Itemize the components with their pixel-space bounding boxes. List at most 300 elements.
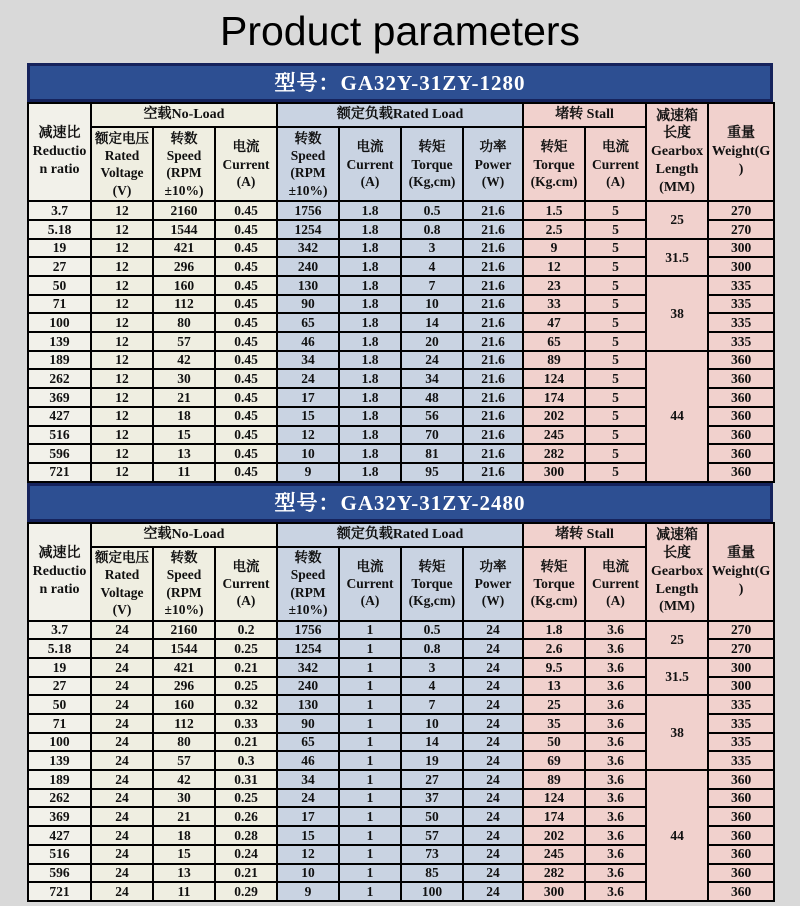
stall-torque-cell: 47: [523, 313, 585, 332]
stall-current-cell: 3.6: [585, 695, 646, 714]
noload-current-cell: 0.2: [215, 621, 277, 640]
rated-torque-cell: 95: [401, 463, 463, 482]
model-header-1280: 型号：GA32Y-31ZY-1280: [27, 63, 773, 102]
col-header-weight: 重量 Weight(G): [708, 103, 774, 201]
rated-current-cell: 1.8: [339, 332, 401, 351]
power-cell: 24: [463, 714, 523, 733]
rated-voltage-cell: 24: [91, 677, 153, 696]
table-row: [28, 351, 774, 370]
rated-torque-cell: 14: [401, 733, 463, 752]
stall-current-cell: 5: [585, 463, 646, 482]
gearbox-length-cell: 44: [646, 351, 708, 482]
table-row: [28, 276, 774, 295]
noload-current-cell: 0.45: [215, 407, 277, 426]
reduction-ratio-cell: 427: [28, 407, 91, 426]
gearbox-length-cell: 38: [646, 695, 708, 770]
stall-current-cell: 5: [585, 426, 646, 445]
rated-speed-cell: 17: [277, 807, 339, 826]
rated-torque-cell: 0.8: [401, 639, 463, 658]
rated-speed-cell: 34: [277, 351, 339, 370]
weight-cell: 335: [708, 295, 774, 314]
stall-current-cell: 3.6: [585, 807, 646, 826]
rated-speed-cell: 1756: [277, 621, 339, 640]
stall-current-cell: 5: [585, 369, 646, 388]
stall-torque-cell: 300: [523, 882, 585, 901]
power-cell: 24: [463, 770, 523, 789]
rated-torque-cell: 3: [401, 239, 463, 258]
rated-speed-cell: 24: [277, 789, 339, 808]
reduction-ratio-cell: 19: [28, 239, 91, 258]
power-cell: 21.6: [463, 351, 523, 370]
rated-voltage-cell: 24: [91, 770, 153, 789]
noload-speed-cell: 15: [153, 845, 215, 864]
rated-current-cell: 1: [339, 639, 401, 658]
rated-voltage-cell: 24: [91, 695, 153, 714]
weight-cell: 360: [708, 351, 774, 370]
reduction-ratio-cell: 721: [28, 463, 91, 482]
reduction-ratio-cell: 27: [28, 257, 91, 276]
rated-speed-cell: 15: [277, 826, 339, 845]
rated-voltage-cell: 12: [91, 295, 153, 314]
noload-current-cell: 0.45: [215, 351, 277, 370]
rated-voltage-cell: 24: [91, 658, 153, 677]
rated-speed-cell: 240: [277, 257, 339, 276]
noload-speed-cell: 160: [153, 695, 215, 714]
weight-cell: 360: [708, 444, 774, 463]
weight-cell: 335: [708, 276, 774, 295]
rated-torque-cell: 0.8: [401, 220, 463, 239]
rated-current-cell: 1.8: [339, 295, 401, 314]
noload-current-cell: 0.29: [215, 882, 277, 901]
rated-speed-cell: 12: [277, 426, 339, 445]
rated-voltage-cell: 12: [91, 257, 153, 276]
rated-current-cell: 1.8: [339, 463, 401, 482]
rated-voltage-cell: 24: [91, 845, 153, 864]
stall-current-cell: 3.6: [585, 751, 646, 770]
noload-speed-cell: 80: [153, 313, 215, 332]
rated-speed-cell: 130: [277, 276, 339, 295]
rated-current-cell: 1: [339, 864, 401, 883]
rated-voltage-cell: 24: [91, 807, 153, 826]
noload-current-cell: 0.45: [215, 313, 277, 332]
noload-current-cell: 0.45: [215, 369, 277, 388]
power-cell: 24: [463, 621, 523, 640]
group-header-row: [28, 103, 774, 127]
col-header-rated-speed: 转数 Speed (RPM ±10%): [277, 127, 339, 201]
weight-cell: 335: [708, 695, 774, 714]
stall-current-cell: 3.6: [585, 677, 646, 696]
group-header-no-load: 空载No-Load: [91, 523, 277, 547]
rated-voltage-cell: 12: [91, 313, 153, 332]
rated-torque-cell: 4: [401, 257, 463, 276]
rated-current-cell: 1.8: [339, 239, 401, 258]
stall-torque-cell: 174: [523, 807, 585, 826]
stall-current-cell: 5: [585, 295, 646, 314]
power-cell: 21.6: [463, 388, 523, 407]
power-cell: 21.6: [463, 444, 523, 463]
rated-torque-cell: 73: [401, 845, 463, 864]
reduction-ratio-cell: 3.7: [28, 201, 91, 220]
noload-current-cell: 0.45: [215, 220, 277, 239]
reduction-ratio-cell: 139: [28, 751, 91, 770]
weight-cell: 360: [708, 882, 774, 901]
noload-speed-cell: 15: [153, 426, 215, 445]
rated-current-cell: 1.8: [339, 388, 401, 407]
rated-torque-cell: 7: [401, 695, 463, 714]
noload-speed-cell: 18: [153, 826, 215, 845]
rated-current-cell: 1: [339, 789, 401, 808]
reduction-ratio-cell: 596: [28, 444, 91, 463]
rated-voltage-cell: 12: [91, 426, 153, 445]
power-cell: 21.6: [463, 295, 523, 314]
rated-voltage-cell: 12: [91, 239, 153, 258]
stall-current-cell: 5: [585, 388, 646, 407]
rated-voltage-cell: 24: [91, 882, 153, 901]
reduction-ratio-cell: 71: [28, 295, 91, 314]
stall-current-cell: 5: [585, 239, 646, 258]
noload-speed-cell: 112: [153, 295, 215, 314]
noload-current-cell: 0.33: [215, 714, 277, 733]
parameters-table-1280: [27, 102, 775, 482]
noload-current-cell: 0.24: [215, 845, 277, 864]
reduction-ratio-cell: 3.7: [28, 621, 91, 640]
stall-torque-cell: 50: [523, 733, 585, 752]
reduction-ratio-cell: 369: [28, 388, 91, 407]
reduction-ratio-cell: 721: [28, 882, 91, 901]
parameters-table-2480: [27, 522, 775, 902]
noload-speed-cell: 11: [153, 882, 215, 901]
power-cell: 24: [463, 751, 523, 770]
power-cell: 21.6: [463, 239, 523, 258]
rated-voltage-cell: 24: [91, 789, 153, 808]
stall-torque-cell: 174: [523, 388, 585, 407]
rated-speed-cell: 17: [277, 388, 339, 407]
stall-current-cell: 3.6: [585, 621, 646, 640]
col-header-stall-current: 电流 Current (A): [585, 547, 646, 621]
noload-speed-cell: 30: [153, 789, 215, 808]
noload-speed-cell: 30: [153, 369, 215, 388]
rated-speed-cell: 46: [277, 751, 339, 770]
rated-torque-cell: 19: [401, 751, 463, 770]
weight-cell: 270: [708, 220, 774, 239]
noload-current-cell: 0.21: [215, 658, 277, 677]
noload-speed-cell: 42: [153, 351, 215, 370]
weight-cell: 360: [708, 807, 774, 826]
noload-current-cell: 0.25: [215, 677, 277, 696]
rated-voltage-cell: 12: [91, 444, 153, 463]
power-cell: 24: [463, 864, 523, 883]
power-cell: 24: [463, 882, 523, 901]
rated-voltage-cell: 12: [91, 351, 153, 370]
noload-current-cell: 0.45: [215, 201, 277, 220]
stall-torque-cell: 282: [523, 444, 585, 463]
weight-cell: 270: [708, 621, 774, 640]
power-cell: 24: [463, 789, 523, 808]
reduction-ratio-cell: 262: [28, 789, 91, 808]
reduction-ratio-cell: 71: [28, 714, 91, 733]
noload-current-cell: 0.45: [215, 426, 277, 445]
group-header-rated-load: 额定负载Rated Load: [277, 523, 523, 547]
rated-torque-cell: 20: [401, 332, 463, 351]
power-cell: 24: [463, 639, 523, 658]
col-header-rated-voltage: 额定电压Rated Voltage (V): [91, 127, 153, 201]
power-cell: 21.6: [463, 332, 523, 351]
group-header-no-load: 空载No-Load: [91, 103, 277, 127]
weight-cell: 335: [708, 332, 774, 351]
power-cell: 24: [463, 845, 523, 864]
gearbox-length-cell: 31.5: [646, 239, 708, 276]
rated-current-cell: 1: [339, 807, 401, 826]
rated-torque-cell: 85: [401, 864, 463, 883]
rated-voltage-cell: 24: [91, 864, 153, 883]
noload-speed-cell: 421: [153, 658, 215, 677]
stall-current-cell: 5: [585, 201, 646, 220]
power-cell: 24: [463, 695, 523, 714]
stall-torque-cell: 12: [523, 257, 585, 276]
rated-current-cell: 1.8: [339, 201, 401, 220]
noload-current-cell: 0.45: [215, 276, 277, 295]
weight-cell: 360: [708, 388, 774, 407]
noload-current-cell: 0.45: [215, 239, 277, 258]
rated-speed-cell: 15: [277, 407, 339, 426]
table-section-1280: [0, 63, 800, 482]
power-cell: 21.6: [463, 369, 523, 388]
col-header-rated-current: 电流 Current (A): [339, 127, 401, 201]
stall-torque-cell: 282: [523, 864, 585, 883]
col-header-stall-torque: 转矩 Torque (Kg.cm): [523, 127, 585, 201]
col-header-power: 功率 Power (W): [463, 127, 523, 201]
rated-current-cell: 1.8: [339, 257, 401, 276]
col-header-power: 功率 Power (W): [463, 547, 523, 621]
rated-speed-cell: 65: [277, 733, 339, 752]
stall-torque-cell: 33: [523, 295, 585, 314]
rated-torque-cell: 24: [401, 351, 463, 370]
noload-speed-cell: 160: [153, 276, 215, 295]
noload-speed-cell: 57: [153, 332, 215, 351]
stall-torque-cell: 245: [523, 845, 585, 864]
stall-torque-cell: 25: [523, 695, 585, 714]
rated-voltage-cell: 24: [91, 733, 153, 752]
rated-current-cell: 1: [339, 658, 401, 677]
rated-current-cell: 1.8: [339, 407, 401, 426]
group-header-stall: 堵转 Stall: [523, 523, 646, 547]
rated-current-cell: 1.8: [339, 351, 401, 370]
noload-speed-cell: 21: [153, 807, 215, 826]
group-header-row: [28, 523, 774, 547]
rated-speed-cell: 342: [277, 239, 339, 258]
rated-torque-cell: 0.5: [401, 621, 463, 640]
rated-current-cell: 1.8: [339, 276, 401, 295]
rated-current-cell: 1.8: [339, 369, 401, 388]
stall-torque-cell: 65: [523, 332, 585, 351]
col-header-noload-speed: 转数 Speed (RPM ±10%): [153, 547, 215, 621]
table-section-2480: [0, 483, 800, 902]
noload-speed-cell: 18: [153, 407, 215, 426]
noload-current-cell: 0.21: [215, 864, 277, 883]
rated-speed-cell: 10: [277, 864, 339, 883]
noload-speed-cell: 42: [153, 770, 215, 789]
rated-voltage-cell: 12: [91, 388, 153, 407]
col-header-noload-current: 电流 Current (A): [215, 127, 277, 201]
stall-current-cell: 5: [585, 276, 646, 295]
stall-torque-cell: 2.5: [523, 220, 585, 239]
stall-torque-cell: 9: [523, 239, 585, 258]
stall-torque-cell: 89: [523, 770, 585, 789]
col-header-reduction-ratio: 减速比 Reduction ratio: [28, 523, 91, 621]
weight-cell: 360: [708, 407, 774, 426]
stall-current-cell: 3.6: [585, 658, 646, 677]
rated-voltage-cell: 12: [91, 463, 153, 482]
rated-speed-cell: 1254: [277, 220, 339, 239]
weight-cell: 300: [708, 677, 774, 696]
rated-speed-cell: 9: [277, 463, 339, 482]
gearbox-length-cell: 25: [646, 621, 708, 658]
table-row: [28, 621, 774, 640]
reduction-ratio-cell: 50: [28, 276, 91, 295]
rated-torque-cell: 81: [401, 444, 463, 463]
rated-voltage-cell: 12: [91, 332, 153, 351]
noload-speed-cell: 13: [153, 444, 215, 463]
weight-cell: 335: [708, 313, 774, 332]
weight-cell: 300: [708, 658, 774, 677]
rated-voltage-cell: 12: [91, 220, 153, 239]
noload-current-cell: 0.3: [215, 751, 277, 770]
reduction-ratio-cell: 516: [28, 426, 91, 445]
noload-speed-cell: 296: [153, 677, 215, 696]
weight-cell: 270: [708, 639, 774, 658]
rated-torque-cell: 50: [401, 807, 463, 826]
rated-speed-cell: 65: [277, 313, 339, 332]
stall-current-cell: 3.6: [585, 733, 646, 752]
rated-current-cell: 1.8: [339, 426, 401, 445]
noload-speed-cell: 112: [153, 714, 215, 733]
rated-torque-cell: 34: [401, 369, 463, 388]
weight-cell: 335: [708, 751, 774, 770]
col-header-weight: 重量 Weight(G): [708, 523, 774, 621]
rated-voltage-cell: 24: [91, 714, 153, 733]
stall-current-cell: 5: [585, 313, 646, 332]
noload-current-cell: 0.31: [215, 770, 277, 789]
weight-cell: 270: [708, 201, 774, 220]
col-header-rated-current: 电流 Current (A): [339, 547, 401, 621]
stall-current-cell: 5: [585, 332, 646, 351]
col-header-rated-torque: 转矩 Torque (Kg,cm): [401, 547, 463, 621]
stall-current-cell: 3.6: [585, 882, 646, 901]
power-cell: 24: [463, 658, 523, 677]
power-cell: 21.6: [463, 426, 523, 445]
stall-current-cell: 3.6: [585, 864, 646, 883]
reduction-ratio-cell: 189: [28, 770, 91, 789]
noload-speed-cell: 1544: [153, 639, 215, 658]
stall-torque-cell: 35: [523, 714, 585, 733]
rated-current-cell: 1: [339, 845, 401, 864]
col-header-gearbox-length: 减速箱 长度 Gearbox Length (MM): [646, 103, 708, 201]
page-title: Product parameters: [219, 8, 581, 54]
weight-cell: 360: [708, 826, 774, 845]
gearbox-length-cell: 25: [646, 201, 708, 238]
stall-current-cell: 5: [585, 351, 646, 370]
rated-torque-cell: 100: [401, 882, 463, 901]
stall-current-cell: 5: [585, 257, 646, 276]
rated-torque-cell: 0.5: [401, 201, 463, 220]
rated-speed-cell: 12: [277, 845, 339, 864]
rated-speed-cell: 90: [277, 295, 339, 314]
weight-cell: 360: [708, 426, 774, 445]
weight-cell: 335: [708, 714, 774, 733]
rated-speed-cell: 24: [277, 369, 339, 388]
rated-current-cell: 1: [339, 695, 401, 714]
noload-current-cell: 0.45: [215, 463, 277, 482]
stall-torque-cell: 1.8: [523, 621, 585, 640]
rated-current-cell: 1: [339, 733, 401, 752]
rated-torque-cell: 3: [401, 658, 463, 677]
stall-current-cell: 3.6: [585, 770, 646, 789]
col-header-rated-torque: 转矩 Torque (Kg,cm): [401, 127, 463, 201]
rated-current-cell: 1: [339, 677, 401, 696]
weight-cell: 360: [708, 789, 774, 808]
weight-cell: 360: [708, 864, 774, 883]
reduction-ratio-cell: 5.18: [28, 220, 91, 239]
stall-torque-cell: 89: [523, 351, 585, 370]
col-header-stall-torque: 转矩 Torque (Kg.cm): [523, 547, 585, 621]
col-header-gearbox-length: 减速箱 长度 Gearbox Length (MM): [646, 523, 708, 621]
rated-torque-cell: 27: [401, 770, 463, 789]
noload-current-cell: 0.32: [215, 695, 277, 714]
noload-speed-cell: 11: [153, 463, 215, 482]
rated-torque-cell: 37: [401, 789, 463, 808]
rated-torque-cell: 10: [401, 295, 463, 314]
power-cell: 21.6: [463, 220, 523, 239]
col-header-stall-current: 电流 Current (A): [585, 127, 646, 201]
reduction-ratio-cell: 27: [28, 677, 91, 696]
stall-current-cell: 3.6: [585, 714, 646, 733]
rated-torque-cell: 48: [401, 388, 463, 407]
power-cell: 24: [463, 826, 523, 845]
power-cell: 24: [463, 807, 523, 826]
power-cell: 24: [463, 733, 523, 752]
stall-torque-cell: 202: [523, 826, 585, 845]
rated-current-cell: 1.8: [339, 220, 401, 239]
power-cell: 21.6: [463, 407, 523, 426]
reduction-ratio-cell: 369: [28, 807, 91, 826]
reduction-ratio-cell: 189: [28, 351, 91, 370]
stall-torque-cell: 124: [523, 369, 585, 388]
rated-current-cell: 1: [339, 826, 401, 845]
weight-cell: 360: [708, 770, 774, 789]
rated-voltage-cell: 12: [91, 276, 153, 295]
rated-torque-cell: 56: [401, 407, 463, 426]
rated-torque-cell: 7: [401, 276, 463, 295]
reduction-ratio-cell: 516: [28, 845, 91, 864]
noload-current-cell: 0.21: [215, 733, 277, 752]
reduction-ratio-cell: 100: [28, 733, 91, 752]
power-cell: 21.6: [463, 276, 523, 295]
rated-torque-cell: 10: [401, 714, 463, 733]
weight-cell: 360: [708, 369, 774, 388]
noload-current-cell: 0.45: [215, 388, 277, 407]
stall-current-cell: 5: [585, 407, 646, 426]
stall-current-cell: 5: [585, 220, 646, 239]
gearbox-length-cell: 38: [646, 276, 708, 351]
rated-speed-cell: 1756: [277, 201, 339, 220]
weight-cell: 360: [708, 845, 774, 864]
noload-speed-cell: 2160: [153, 621, 215, 640]
stall-torque-cell: 1.5: [523, 201, 585, 220]
table-row: [28, 239, 774, 258]
noload-speed-cell: 13: [153, 864, 215, 883]
rated-torque-cell: 4: [401, 677, 463, 696]
rated-voltage-cell: 24: [91, 639, 153, 658]
